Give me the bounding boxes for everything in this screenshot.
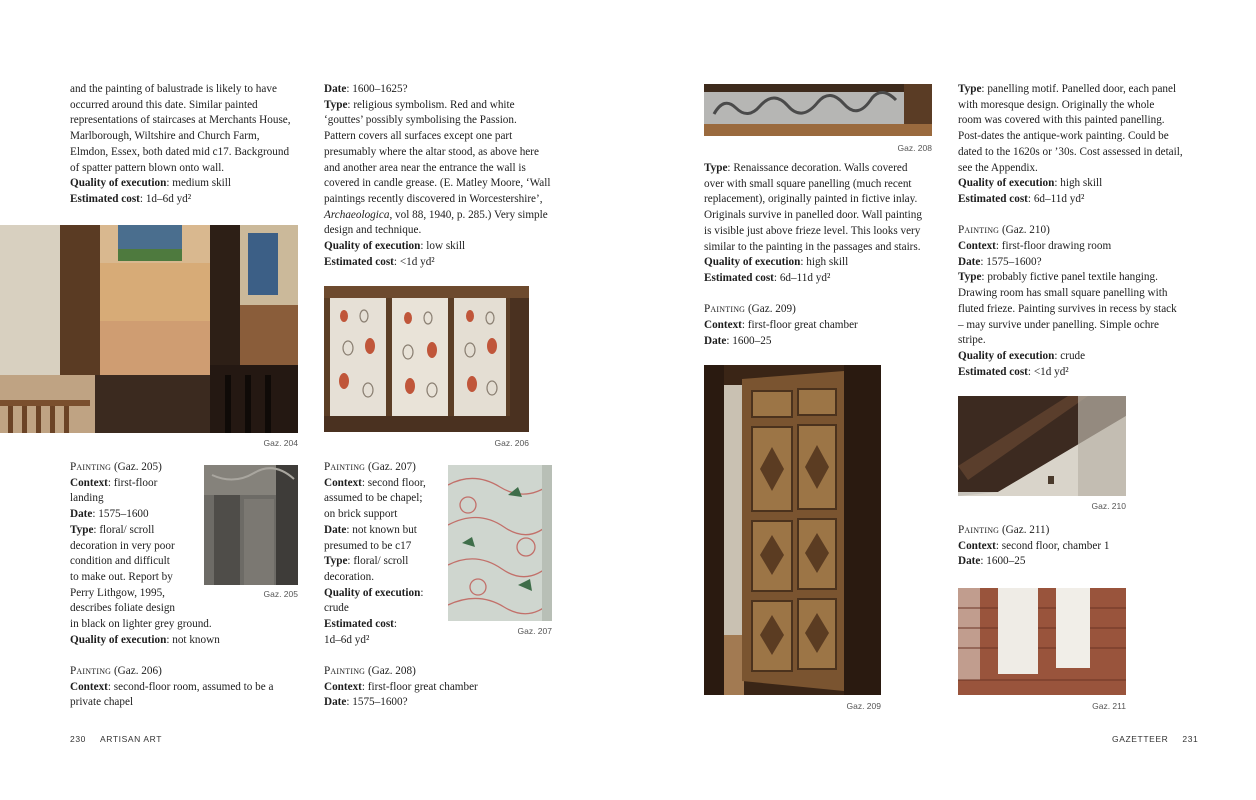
text-line: 1d–6d yd² xyxy=(324,633,370,646)
text-line: on brick support xyxy=(324,508,398,521)
left-folio xyxy=(70,734,162,744)
date-line: Date: 1600–25 xyxy=(704,334,772,347)
quality-line: Quality of execution: crude xyxy=(958,349,1086,362)
text-line: similar to the painting in the passages and stairs. xyxy=(704,240,921,253)
text-line: to make out. Report by xyxy=(70,570,173,583)
date-line: Date: not known but xyxy=(324,523,417,536)
text-line: of spatter pattern blown onto wall. xyxy=(70,161,225,174)
text-line: Archaeologica, vol 88, 1940, p. 285.) Very simple xyxy=(324,208,548,221)
text-line: covered in candle grease. (E. Matley Moore, ‘Wall xyxy=(324,177,551,190)
gaz-208-caption: Gaz. 208 xyxy=(897,143,932,153)
column-2-top xyxy=(324,82,560,270)
text-line: and the painting of balustrade is likely to have xyxy=(70,83,277,95)
gaz-207-photo xyxy=(448,465,552,621)
type-line: Type: floral/ scroll xyxy=(324,555,409,568)
text-line: over with small square panelling (much recent xyxy=(704,177,912,190)
text-line: stripe. xyxy=(958,334,986,347)
gaz-210-caption: Gaz. 210 xyxy=(1091,501,1126,511)
context-line: Context: first-floor great chamber xyxy=(324,680,478,693)
context-line: Context: second-floor room, assumed to be a xyxy=(70,680,274,693)
cost-line: Estimated cost: 6d–11d yd² xyxy=(704,271,831,284)
type-line: Type: Renaissance decoration. Walls covered xyxy=(704,162,908,174)
entry-heading: Painting (Gaz. 209) xyxy=(704,303,796,316)
text-line: landing xyxy=(70,492,104,505)
text-line: Perry Lithgow, 1995, xyxy=(70,586,165,599)
right-page xyxy=(628,0,1256,800)
context-line: Context: first-floor great chamber xyxy=(704,319,858,332)
column-3-text xyxy=(704,161,940,349)
gaz-207-entry xyxy=(324,460,444,648)
text-line: decoration. xyxy=(324,570,375,583)
text-line: Marlborough, Wiltshire and Church Farm, xyxy=(70,130,260,143)
text-line: crude xyxy=(324,602,349,615)
text-line: room was covered with this painted panelling. xyxy=(958,114,1165,127)
context-line: Context: first-floor xyxy=(70,476,158,489)
text-line: assumed to be chapel; xyxy=(324,492,423,505)
cost-line: Estimated cost: xyxy=(324,618,398,631)
text-line: Drawing room has small square panelling with xyxy=(958,287,1168,300)
cost-line: Estimated cost: 1d–6d yd² xyxy=(70,192,192,205)
text-line: occurred around this date. Similar painted xyxy=(70,98,258,111)
text-line: ‘gouttes’ possibly symbolising the Passion. xyxy=(324,114,517,127)
running-head: ARTISAN ART xyxy=(99,734,163,744)
context-line: Context: second floor, chamber 1 xyxy=(958,539,1110,552)
gaz-205-photo xyxy=(204,465,298,585)
date-line: Date: 1575–1600? xyxy=(958,255,1042,268)
gaz-204-photo xyxy=(0,225,298,433)
running-head: GAZETTEER xyxy=(1112,734,1169,744)
text-line: presumed to be c17 xyxy=(324,539,412,552)
entry-heading: Painting (Gaz. 205) xyxy=(70,461,162,473)
text-line: decoration in very poor xyxy=(70,539,175,552)
gaz-209-photo xyxy=(704,365,881,695)
gaz-204-caption: Gaz. 204 xyxy=(263,438,298,448)
entry-heading: Painting (Gaz. 211) xyxy=(958,524,1050,536)
cost-line: Estimated cost: <1d yd² xyxy=(324,255,435,268)
text-line: Elmdon, Essex, both dated mid c17. Background xyxy=(70,145,290,158)
date-line: Date: 1575–1600 xyxy=(70,508,149,521)
text-line: in black on lighter grey ground. xyxy=(70,618,212,631)
context-line: Context: second floor, xyxy=(324,476,426,489)
type-line: Type: panelling motif. Panelled door, each panel xyxy=(958,83,1177,95)
gaz-211-entry xyxy=(958,523,1194,570)
text-line: presumably where the altar stood, as above here xyxy=(324,145,539,158)
quality-line: Quality of execution: not known xyxy=(70,633,220,646)
text-line: condition and difficult xyxy=(70,555,170,568)
quality-line: Quality of execution: medium skill xyxy=(70,177,231,190)
cost-line: Estimated cost: <1d yd² xyxy=(958,365,1069,378)
text-line: Originals survive in panelled door. Wall painting xyxy=(704,209,922,222)
text-line: – may survive under panelling. Simple ochre xyxy=(958,318,1160,331)
text-line: is visible just above frieze level. This looks very xyxy=(704,224,921,237)
cost-line: Estimated cost: 6d–11d yd² xyxy=(958,192,1085,205)
text-line: design and technique. xyxy=(324,224,422,237)
text-line: representations of staircases at Merchants House, xyxy=(70,114,291,127)
text-line: Post-dates the antique-work painting. Could be xyxy=(958,130,1169,143)
gaz-207-caption: Gaz. 207 xyxy=(517,626,552,636)
gaz-206-caption: Gaz. 206 xyxy=(494,438,529,448)
column-4-text xyxy=(958,82,1194,380)
quality-line: Quality of execution: xyxy=(324,586,424,599)
entry-heading: Painting (Gaz. 208) xyxy=(324,665,416,677)
text-line: describes foliate design xyxy=(70,602,176,615)
gaz-205-caption: Gaz. 205 xyxy=(263,589,298,599)
gaz-208-entry xyxy=(324,664,560,711)
gaz-211-caption: Gaz. 211 xyxy=(1092,701,1126,711)
context-line: Context: first-floor drawing room xyxy=(958,240,1112,253)
page-number: 231 xyxy=(1182,734,1199,744)
page-number: 230 xyxy=(70,734,86,744)
type-line: Type: floral/ scroll xyxy=(70,523,155,536)
type-line: Type: probably fictive panel textile hanging. xyxy=(958,271,1158,284)
date-line: Date: 1575–1600? xyxy=(324,696,408,709)
text-line: with moresque design. Originally the whole xyxy=(958,98,1155,111)
text-line: fluted frieze. Painting survives in recess by stack xyxy=(958,302,1177,315)
gaz-209-caption: Gaz. 209 xyxy=(846,701,881,711)
column-1-top xyxy=(70,82,306,208)
quality-line: Quality of execution: low skill xyxy=(324,240,466,253)
gaz-210-photo xyxy=(958,396,1126,496)
text-line: paintings recently discovered in Worcestershire’, xyxy=(324,192,543,205)
gaz-208-photo xyxy=(704,84,932,136)
quality-line: Quality of execution: high skill xyxy=(704,256,849,269)
type-line: Type: religious symbolism. Red and white xyxy=(324,98,515,111)
date-line: Date: 1600–1625? xyxy=(324,83,408,95)
quality-line: Quality of execution: high skill xyxy=(958,177,1103,190)
gaz-211-photo xyxy=(958,588,1126,695)
text-line: and another area near the entrance the wall is xyxy=(324,161,526,174)
text-line: private chapel xyxy=(70,696,134,709)
entry-heading: Painting (Gaz. 207) xyxy=(324,461,416,473)
date-line: Date: 1600–25 xyxy=(958,555,1026,568)
entry-heading: Painting (Gaz. 210) xyxy=(958,224,1050,237)
text-line: replacement), originally painted in fictive inlay. xyxy=(704,193,918,206)
gaz-206-photo xyxy=(324,286,529,432)
text-line: dated to the 1620s or ’30s. Cost assessed in detail, xyxy=(958,145,1183,158)
text-line: see the Appendix. xyxy=(958,161,1038,174)
text-line: Pattern covers all surfaces except one part xyxy=(324,130,513,143)
right-folio xyxy=(1112,734,1198,744)
entry-heading: Painting (Gaz. 206) xyxy=(70,665,162,677)
gaz-206-entry xyxy=(70,664,306,711)
